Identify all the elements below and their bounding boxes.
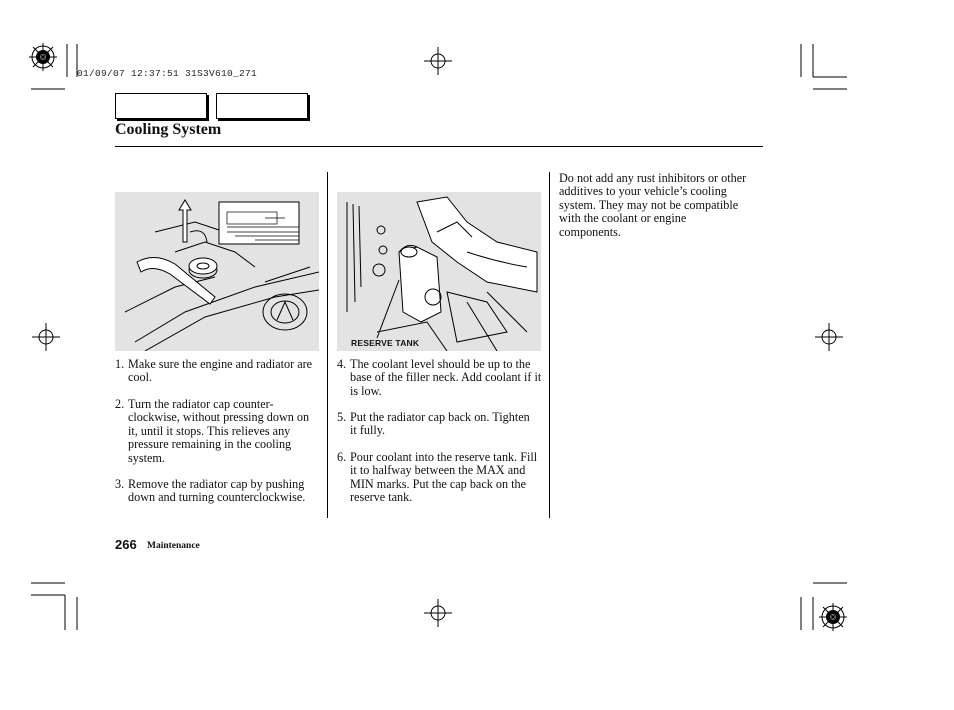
- step-3: [115, 478, 315, 505]
- starburst-mark-bottom-right: [819, 603, 847, 631]
- step-number: 6.: [337, 450, 347, 464]
- page-title: Cooling System: [115, 121, 222, 138]
- reserve-tank-label: RESERVE TANK: [351, 338, 420, 348]
- step-number: 2.: [115, 397, 125, 411]
- tab-box-1: [115, 93, 207, 119]
- step-6: [337, 451, 545, 505]
- page-number: 266: [115, 537, 137, 552]
- starburst-mark-top-left: [29, 43, 57, 71]
- step-text: Put the radiator cap back on. Tighten it fully.: [350, 410, 530, 438]
- step-2: [115, 398, 321, 465]
- step-text: The coolant level should be up to the base of the filler neck. Add coolant if it is low.: [350, 357, 542, 398]
- additives-note: Do not add any rust inhibitors or other additives to your vehicle’s cooling system. They may not be compatible with the coolant or engine components.: [559, 171, 747, 239]
- title-rule: [115, 146, 763, 147]
- print-timestamp: 01/09/07 12:37:51 31S3V610_271: [77, 68, 258, 79]
- step-number: 5.: [337, 410, 347, 424]
- tab-box-2: [216, 93, 308, 119]
- step-text: Turn the radiator cap counter-clockwise, without pressing down on it, until it stops. This relieves any pressure remaining in the cooling system.: [128, 397, 310, 465]
- column-divider-2: [549, 172, 550, 518]
- step-text: Make sure the engine and radiator are cool.: [128, 357, 313, 385]
- step-text: Remove the radiator cap by pushing down and turning counterclockwise.: [128, 477, 306, 505]
- step-number: 3.: [115, 477, 125, 491]
- column-divider-1: [327, 172, 328, 518]
- step-text: Pour coolant into the reserve tank. Fill it to halfway between the MAX and MIN marks. Put the cap back on the reserve tank.: [350, 450, 538, 505]
- step-number: 4.: [337, 357, 347, 371]
- reserve-tank-illustration: [337, 192, 541, 351]
- step-5: [337, 411, 537, 438]
- step-number: 1.: [115, 357, 125, 371]
- step-4: [337, 358, 543, 398]
- section-name: Maintenance: [147, 541, 200, 551]
- radiator-cap-illustration: [115, 192, 319, 351]
- step-1: [115, 358, 323, 385]
